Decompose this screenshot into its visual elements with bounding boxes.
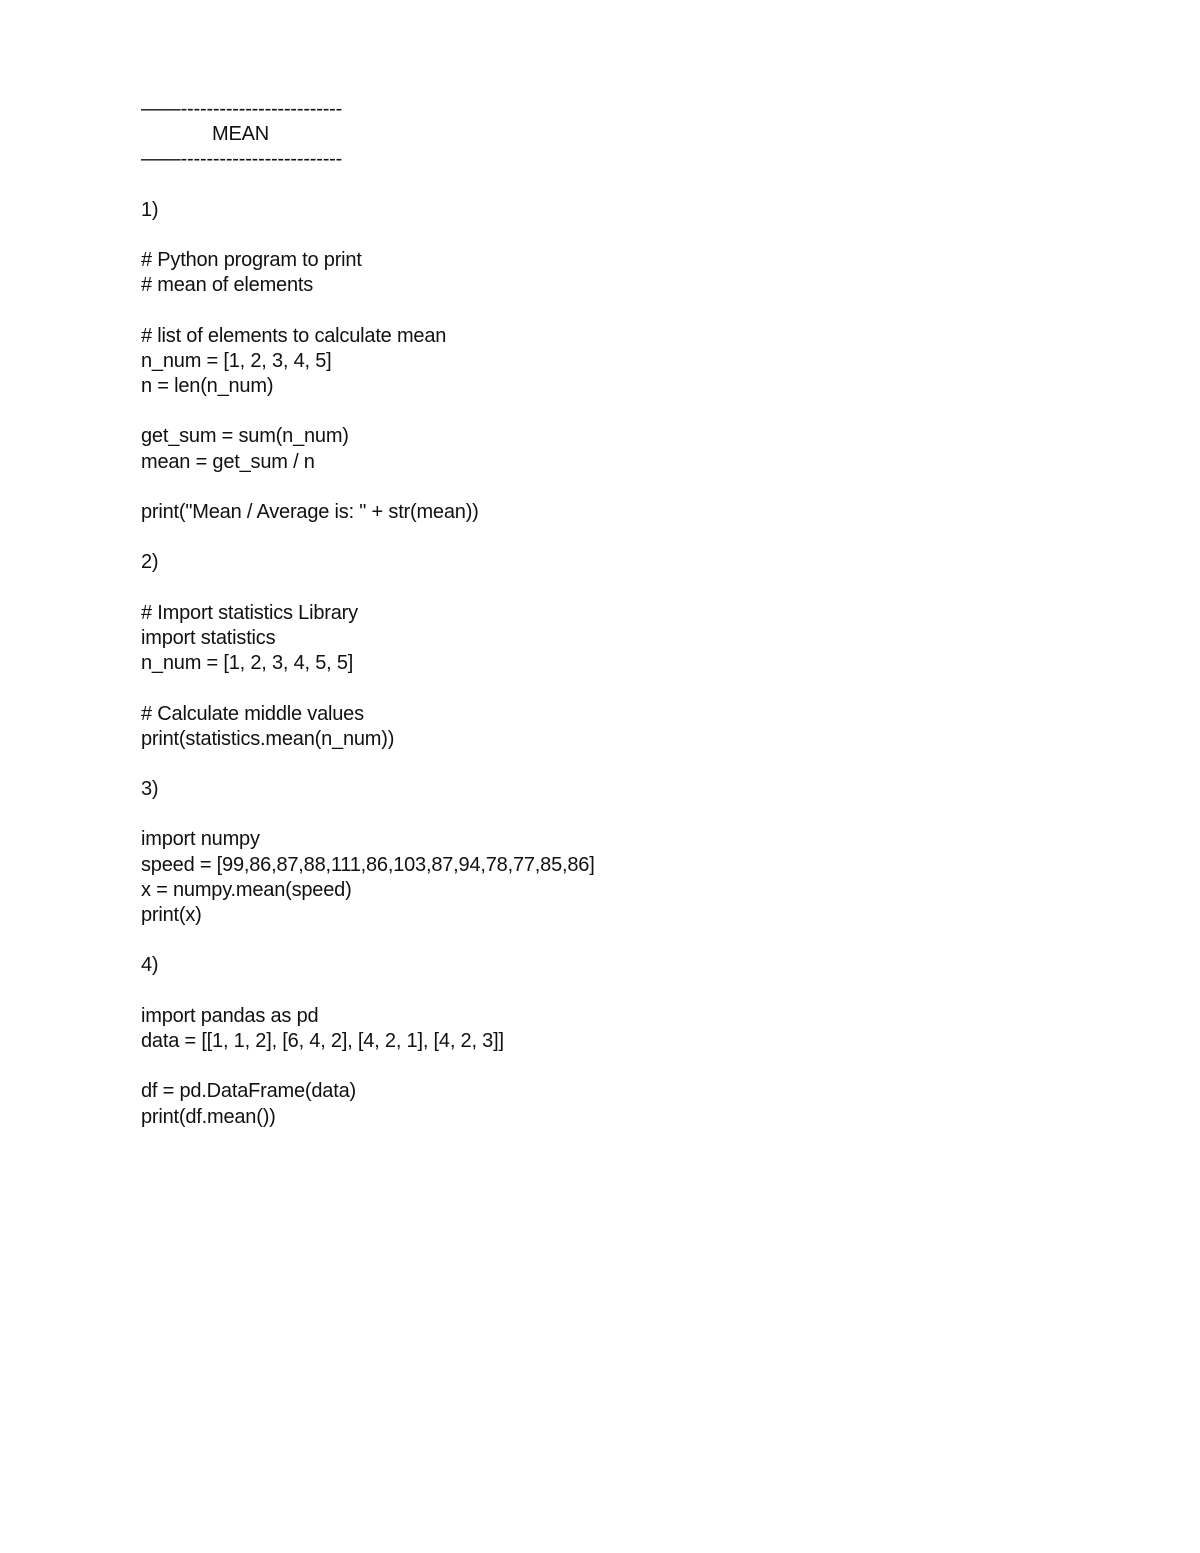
top-rule: ——------------------------- xyxy=(141,98,343,120)
code-line: n = len(n_num) xyxy=(141,375,274,398)
code-line: print(statistics.mean(n_num)) xyxy=(141,727,395,750)
code-line: df = pd.DataFrame(data) xyxy=(141,1080,356,1103)
code-line: get_sum = sum(n_num) xyxy=(141,425,349,448)
section-number: 1) xyxy=(141,198,159,221)
spacer xyxy=(141,752,1101,777)
code-line: print(df.mean()) xyxy=(141,1105,276,1128)
spacer xyxy=(141,979,1101,1004)
spacer xyxy=(141,1054,1101,1079)
code-line: import statistics xyxy=(141,626,276,649)
code-line: data = [[1, 1, 2], [6, 4, 2], [4, 2, 1], [4, 2, 3]] xyxy=(141,1029,504,1052)
spacer xyxy=(141,475,1101,500)
spacer xyxy=(141,576,1101,601)
section-number: 3) xyxy=(141,778,159,801)
bottom-rule: ——------------------------- xyxy=(141,148,343,171)
code-line: n_num = [1, 2, 3, 4, 5, 5] xyxy=(141,652,354,675)
code-line: # Import statistics Library xyxy=(141,601,358,624)
code-line: x = numpy.mean(speed) xyxy=(141,878,352,901)
code-line: import numpy xyxy=(141,828,260,851)
spacer xyxy=(141,525,1101,550)
spacer xyxy=(141,399,1101,424)
code-line: print("Mean / Average is: " + str(mean)) xyxy=(141,501,479,523)
code-line: # Python program to print xyxy=(141,249,362,272)
section-number: 2) xyxy=(141,551,159,574)
code-line: # mean of elements xyxy=(141,274,314,297)
document-title: MEAN xyxy=(212,123,269,146)
code-line: # list of elements to calculate mean xyxy=(141,324,447,347)
document-content xyxy=(141,97,1101,1130)
code-line: import pandas as pd xyxy=(141,1004,319,1027)
section-number: 4) xyxy=(141,954,159,977)
code-line: speed = [99,86,87,88,111,86,103,87,94,78,77,85,86] xyxy=(141,853,595,876)
spacer xyxy=(141,299,1101,324)
spacer xyxy=(141,173,1101,198)
code-line: mean = get_sum / n xyxy=(141,450,315,473)
spacer xyxy=(141,928,1101,953)
code-line: print(x) xyxy=(141,904,202,926)
code-line: # Calculate middle values xyxy=(141,702,364,725)
spacer xyxy=(141,223,1101,248)
code-line: n_num = [1, 2, 3, 4, 5] xyxy=(141,349,332,372)
spacer xyxy=(141,676,1101,701)
spacer xyxy=(141,802,1101,827)
